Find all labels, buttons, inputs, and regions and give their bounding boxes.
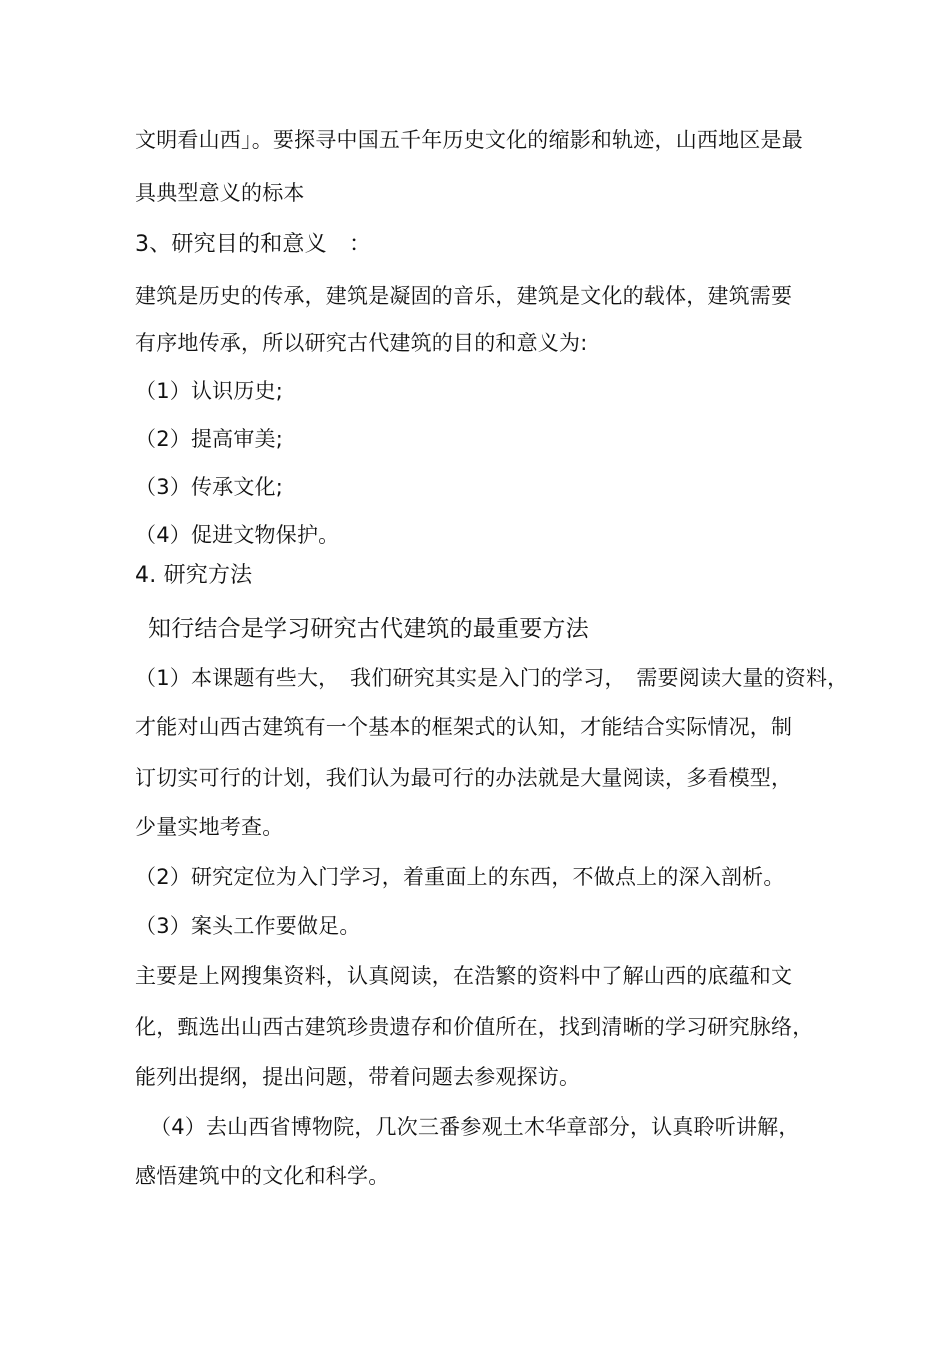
paragraph-line: 化，甄选出山西古建筑珍贵遗存和价值所在，找到清晰的学习研究脉络， bbox=[135, 1015, 814, 1039]
paragraph-line: 建筑是历史的传承，建筑是凝固的音乐，建筑是文化的载体，建筑需要 bbox=[135, 284, 793, 308]
list-item: （3）传承文化; bbox=[135, 475, 284, 499]
paragraph-line: 少量实地考查。 bbox=[135, 815, 284, 839]
paragraph-line: 主要是上网搜集资料，认真阅读，在浩繁的资料中了解山西的底蕴和文 bbox=[135, 964, 793, 988]
paragraph-line: （2）研究定位为入门学习，着重面上的东西，不做点上的深入剖析。 bbox=[135, 865, 785, 889]
paragraph-line: 感悟建筑中的文化和科学。 bbox=[135, 1164, 390, 1188]
section-heading-purpose: 3、研究目的和意义 ： bbox=[135, 232, 372, 257]
paragraph-line: 有序地传承，所以研究古代建筑的目的和意义为: bbox=[135, 331, 588, 355]
list-item: （1）认识历史; bbox=[135, 379, 284, 403]
paragraph-line: （4）去山西省博物院，几次三番参观土木华章部分，认真聆听讲解， bbox=[150, 1115, 800, 1139]
list-item: （2）提高审美; bbox=[135, 427, 284, 451]
list-item: （4）促进文物保护。 bbox=[135, 523, 340, 547]
method-summary: 知行结合是学习研究古代建筑的最重要方法 bbox=[148, 616, 589, 642]
section-heading-method: 4. 研究方法 bbox=[135, 563, 253, 588]
paragraph-line: 订切实可行的计划，我们认为最可行的办法就是大量阅读，多看模型， bbox=[135, 766, 793, 790]
paragraph-line: 能列出提纲，提出问题，带着问题去参观探访。 bbox=[135, 1065, 581, 1089]
paragraph-line: （1）本课题有些大， 我们研究其实是入门的学习， 需要阅读大量的资料， bbox=[135, 666, 849, 690]
paragraph-line: 文明看山西」。要探寻中国五千年历史文化的缩影和轨迹，山西地区是最 bbox=[135, 128, 803, 152]
paragraph-line: 才能对山西古建筑有一个基本的框架式的认知，才能结合实际情况，制 bbox=[135, 715, 793, 739]
paragraph-line: 具典型意义的标本 bbox=[135, 181, 305, 205]
paragraph-line: （3）案头工作要做足。 bbox=[135, 914, 361, 938]
